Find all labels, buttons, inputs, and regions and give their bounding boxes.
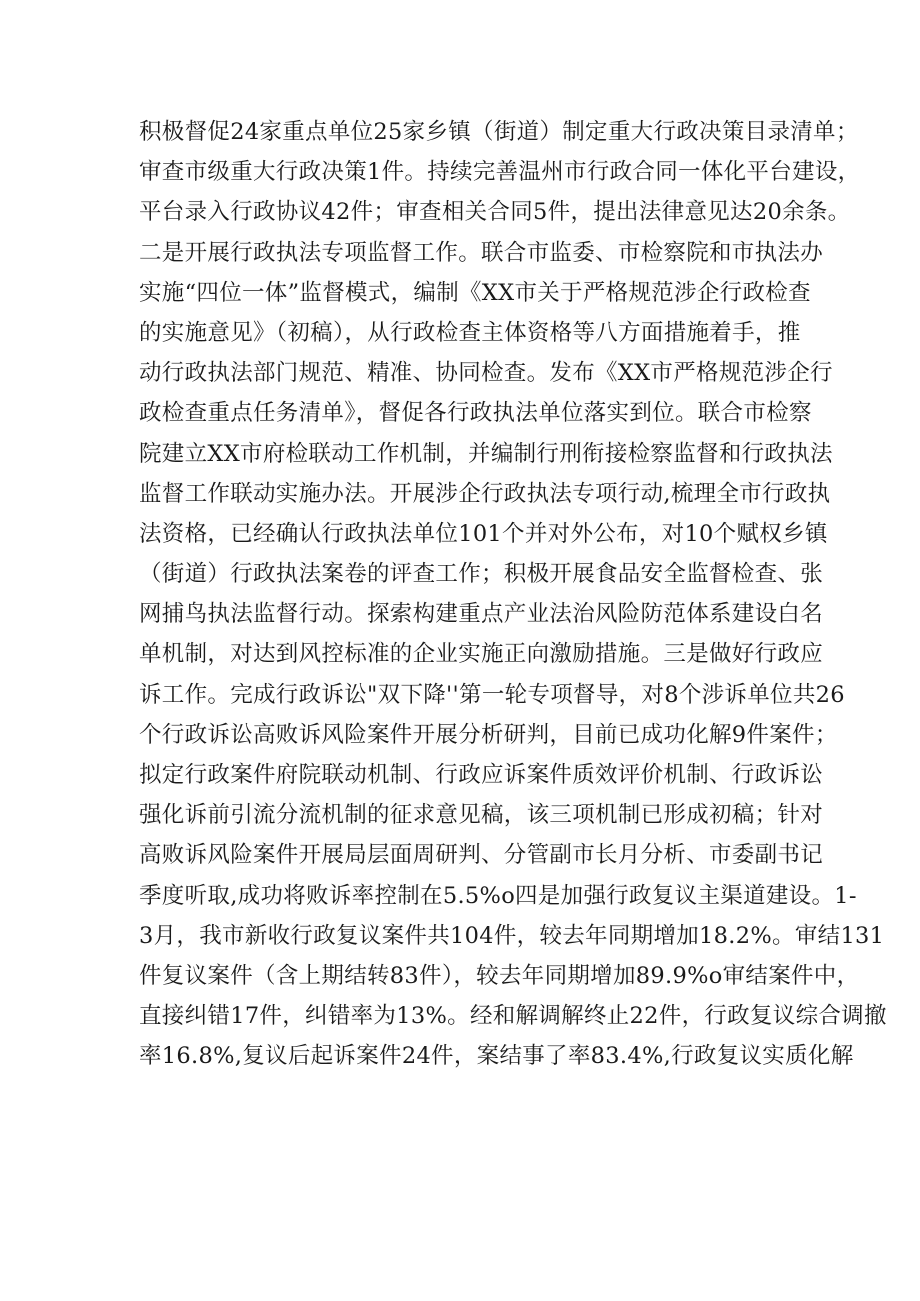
text-line: 直接纠错17件，纠错率为13%。经和解调解终止22件，行政复议综合调撤 — [139, 1003, 887, 1030]
text-line: 个行政诉讼高败诉风险案件开展分析研判，目前已成功化解9件案件； — [139, 721, 838, 748]
text-line: 3月，我市新收行政复议案件共104件，较去年同期增加18.2%。审结131 — [139, 922, 885, 949]
text-line: 季度听取,成功将败诉率控制在5.5%o四是加强行政复议主渠道建设。1- — [139, 882, 857, 909]
text-line: 实施“四位一体”监督模式，编制《XX市关于严格规范涉企行政检查 — [139, 279, 811, 306]
text-line: 动行政执法部门规范、精准、协同检查。发布《XX市严格规范涉企行 — [139, 360, 833, 387]
text-line: 监督工作联动实施办法。开展涉企行政执法专项行动,梳理全市行政执 — [139, 480, 831, 507]
text-line: 法资格，已经确认行政执法单位101个并对外公布，对10个赋权乡镇 — [139, 520, 828, 547]
text-line: 政检查重点任务清单》，督促各行政执法单位落实到位。联合市检察 — [139, 400, 812, 427]
text-line: 审查市级重大行政决策1件。持续完善温州市行政合同一体化平台建设， — [139, 159, 861, 186]
text-line: 强化诉前引流分流机制的征求意见稿，该三项机制已形成初稿；针对 — [139, 802, 824, 829]
text-line: 院建立XX市府检联动工作机制，并编制行刑衔接检察监督和行政执法 — [139, 440, 833, 467]
body-text — [139, 112, 887, 1077]
text-line: 件复议案件（含上期结转83件），较去年同期增加89.9%o审结案件中， — [139, 962, 860, 989]
text-line: 率16.8%,复议后起诉案件24件，案结事了率83.4%,行政复议实质化解 — [139, 1043, 854, 1070]
text-line: 单机制，对达到风控标准的企业实施正向激励措施。三是做好行政应 — [139, 641, 824, 668]
text-line: 网捕鸟执法监督行动。探索构建重点产业法治风险防范体系建设白名 — [139, 601, 824, 628]
text-line: 平台录入行政协议42件；审查相关合同5件，提出法律意见达20余条。 — [139, 199, 851, 226]
text-line: 的实施意见》（初稿），从行政检查主体资格等八方面措施着手，推 — [139, 319, 801, 346]
text-line: 拟定行政案件府院联动机制、行政应诉案件质效评价机制、行政诉讼 — [139, 762, 824, 788]
text-line: 高败诉风险案件开展局层面周研判、分管副市长月分析、市委副书记 — [139, 842, 824, 869]
text-line: 诉工作。完成行政诉讼"双下降''第一轮专项督导，对8个涉诉单位共26 — [139, 681, 845, 708]
text-line: （街道）行政执法案卷的评查工作；积极开展食品安全监督检查、张 — [139, 561, 824, 588]
text-line: 二是开展行政执法专项监督工作。联合市监委、市检察院和市执法办 — [139, 239, 824, 266]
text-line: 积极督促24家重点单位25家乡镇（街道）制定重大行政决策目录清单； — [139, 119, 859, 145]
